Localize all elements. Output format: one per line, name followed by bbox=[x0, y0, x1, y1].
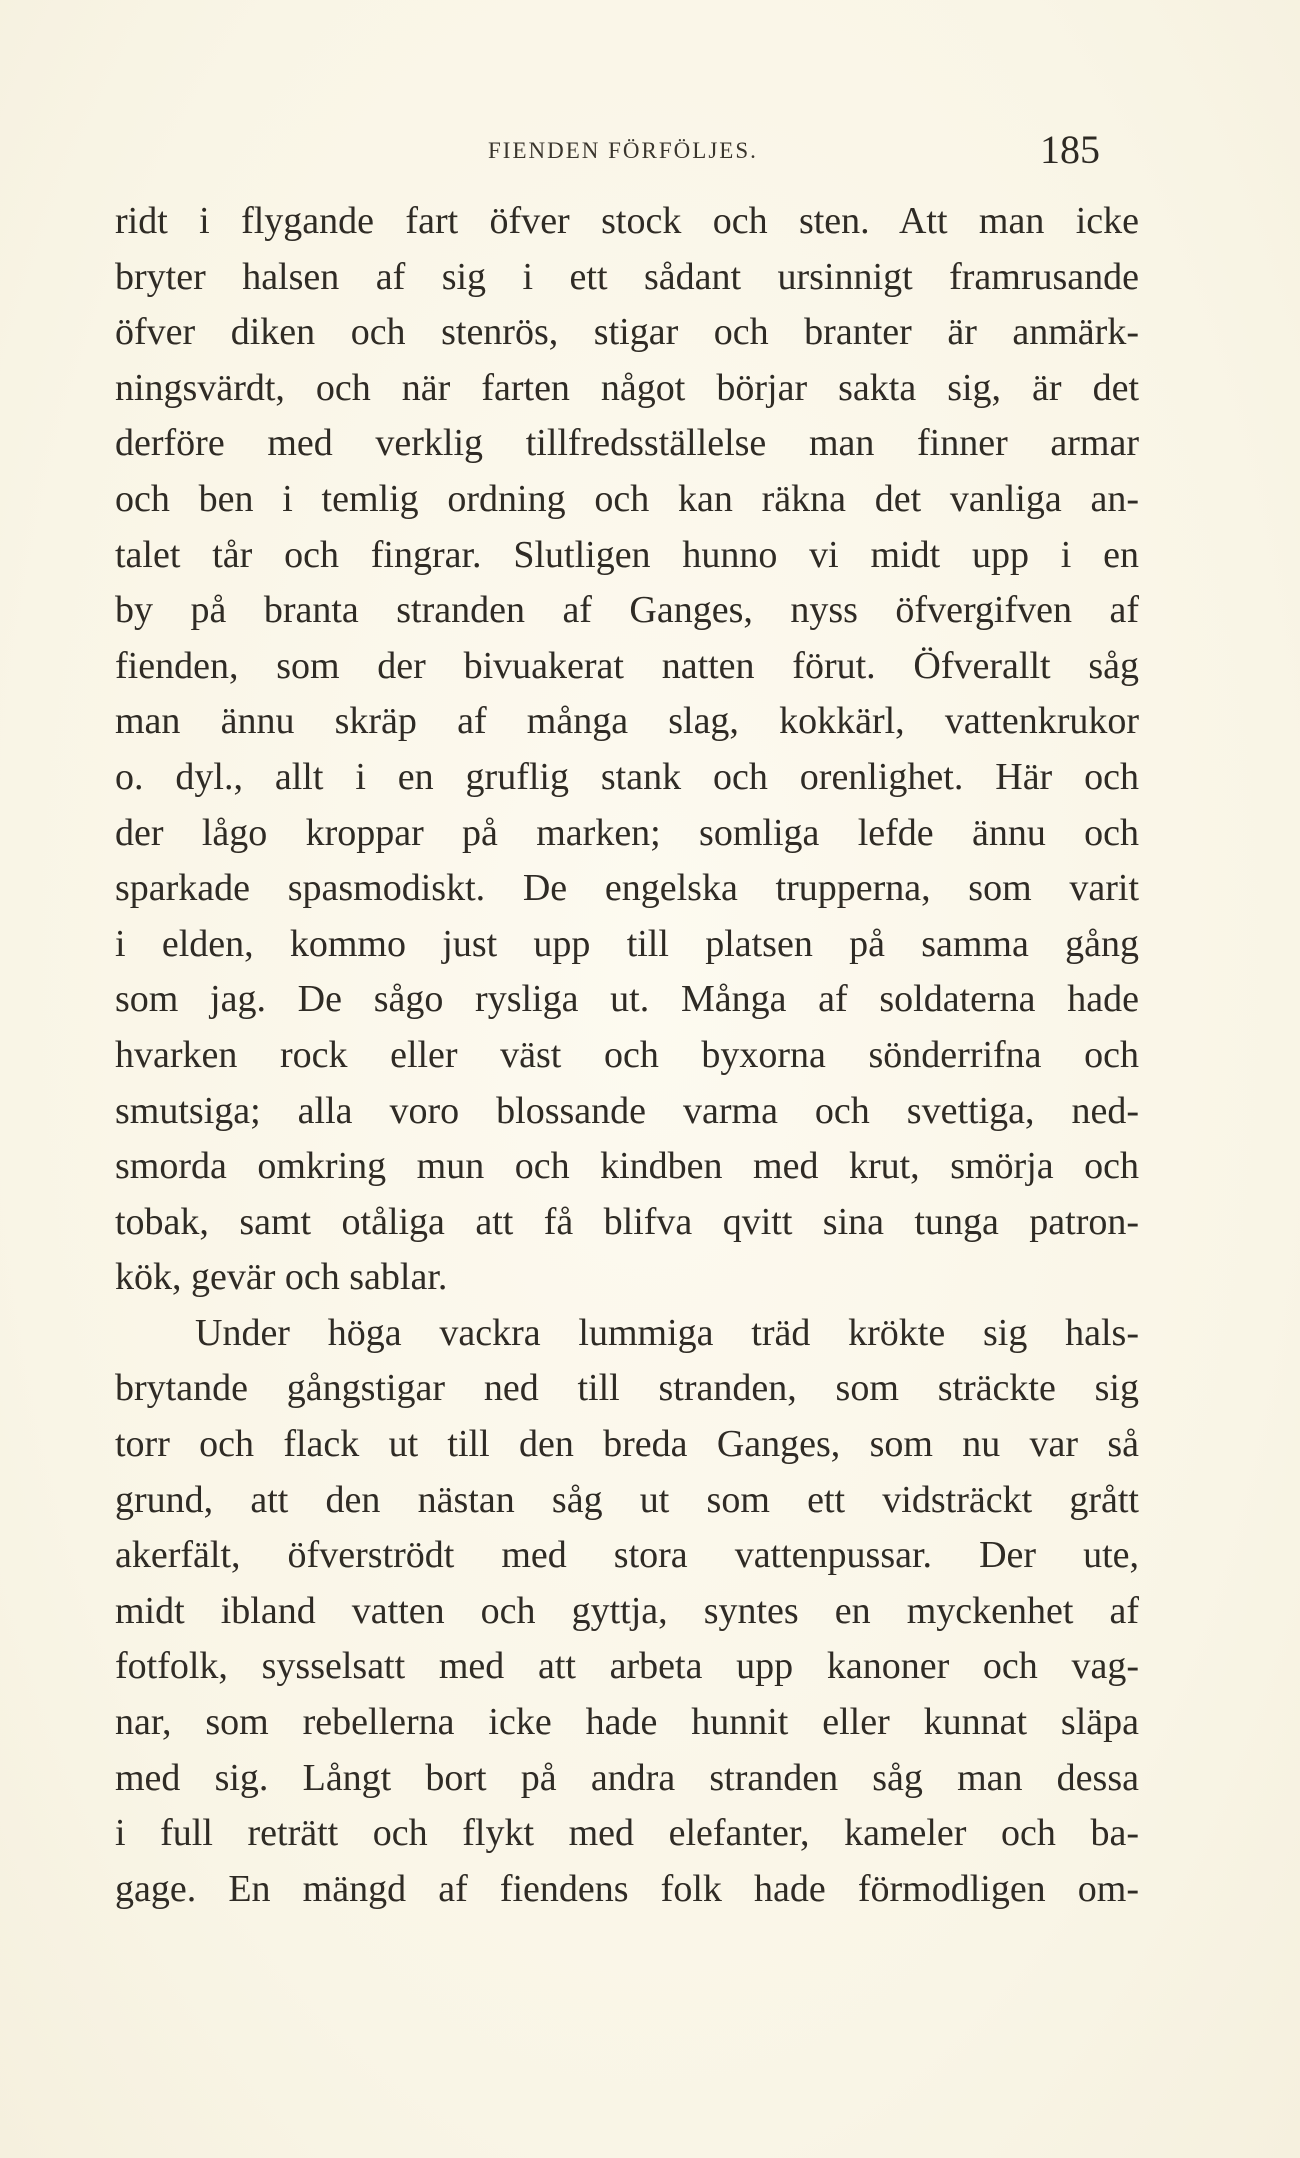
text-line: akerfält, öfverströdt med stora vattenpussar. Der ute, bbox=[115, 1534, 1139, 1577]
text-line: man ännu skräp af många slag, kokkärl, vattenkrukor bbox=[115, 700, 1139, 743]
text-line: Under höga vackra lummiga träd krökte sig hals- bbox=[195, 1311, 1139, 1354]
text-line: smutsiga; alla voro blossande varma och svettiga, ned- bbox=[115, 1089, 1139, 1132]
page-header bbox=[0, 126, 1300, 176]
text-line: derföre med verklig tillfredsställelse man finner armar bbox=[115, 422, 1139, 465]
paragraph-1 bbox=[115, 194, 1139, 1306]
text-line: tobak, samt otåliga att få blifva qvitt sina tunga patron- bbox=[115, 1200, 1139, 1243]
page-number: 185 bbox=[1040, 127, 1100, 172]
paragraph-2 bbox=[115, 1306, 1139, 1918]
text-line: med sig. Långt bort på andra stranden såg man dessa bbox=[115, 1756, 1139, 1799]
text-line: hvarken rock eller väst och byxorna sönderrifna och bbox=[115, 1033, 1139, 1076]
text-line: brytande gångstigar ned till stranden, som sträckte sig bbox=[115, 1367, 1139, 1410]
text-line: by på branta stranden af Ganges, nyss öfvergifven af bbox=[115, 589, 1139, 632]
text-line: der lågo kroppar på marken; somliga lefde ännu och bbox=[115, 811, 1139, 854]
text-line: ningsvärdt, och när farten något börjar sakta sig, är det bbox=[115, 366, 1139, 409]
text-line: öfver diken och stenrös, stigar och branter är anmärk- bbox=[115, 311, 1139, 354]
text-line: bryter halsen af sig i ett sådant ursinnigt framrusande bbox=[115, 255, 1139, 298]
running-head: FIENDEN FÖRFÖLJES. bbox=[488, 138, 758, 163]
text-line: i elden, kommo just upp till platsen på samma gång bbox=[115, 922, 1139, 965]
text-line: som jag. De sågo rysliga ut. Många af soldaterna hade bbox=[115, 978, 1139, 1021]
text-line: midt ibland vatten och gyttja, syntes en myckenhet af bbox=[115, 1589, 1139, 1632]
text-line: fotfolk, sysselsatt med att arbeta upp kanoner och vag- bbox=[115, 1645, 1139, 1688]
text-line: och ben i temlig ordning och kan räkna det vanliga an- bbox=[115, 477, 1139, 520]
body-text bbox=[115, 194, 1139, 1917]
text-line: i full reträtt och flykt med elefanter, kameler och ba- bbox=[115, 1812, 1139, 1855]
text-line: smorda omkring mun och kindben med krut, smörja och bbox=[115, 1145, 1139, 1188]
text-line: grund, att den nästan såg ut som ett vidsträckt grått bbox=[115, 1478, 1139, 1521]
text-line: torr och flack ut till den breda Ganges, som nu var så bbox=[115, 1423, 1139, 1466]
text-line: o. dyl., allt i en gruflig stank och orenlighet. Här och bbox=[115, 755, 1139, 798]
text-line: talet tår och fingrar. Slutligen hunno vi midt upp i en bbox=[115, 533, 1139, 576]
text-line: fienden, som der bivuakerat natten förut. Öfverallt såg bbox=[115, 644, 1139, 687]
text-line: kök, gevär och sablar. bbox=[115, 1256, 448, 1299]
text-line: nar, som rebellerna icke hade hunnit eller kunnat släpa bbox=[115, 1701, 1139, 1744]
text-line: ridt i flygande fart öfver stock och sten. Att man icke bbox=[115, 200, 1139, 242]
text-line: gage. En mängd af fiendens folk hade förmodligen om- bbox=[115, 1867, 1139, 1910]
text-line: sparkade spasmodiskt. De engelska trupperna, som varit bbox=[115, 867, 1139, 910]
